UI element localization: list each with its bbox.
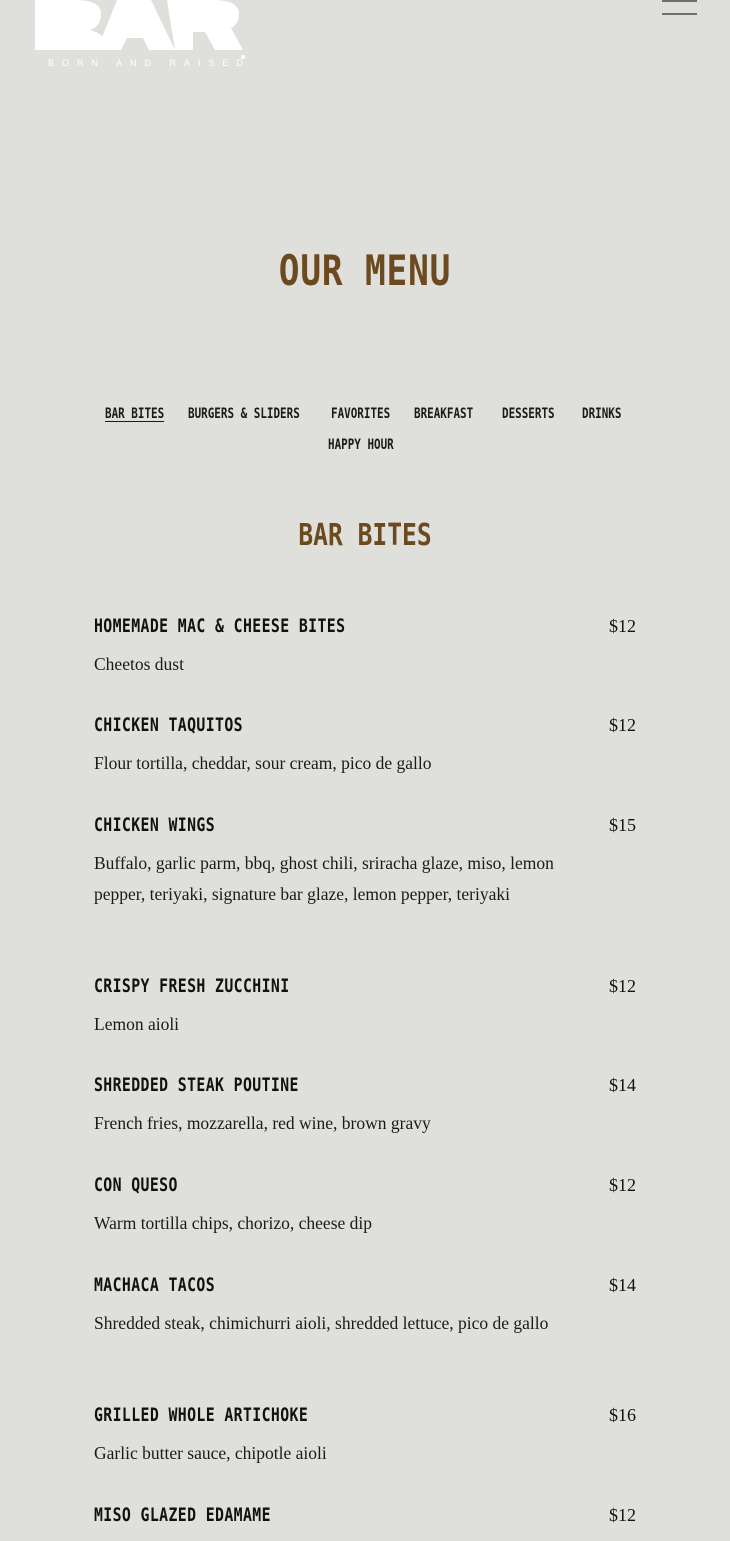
menu-item-name: GRILLED WHOLE ARTICHOKE bbox=[94, 1404, 309, 1426]
category-tab-bar-bites[interactable]: BAR BITES bbox=[105, 406, 165, 422]
category-tab-burgers-sliders[interactable]: BURGERS & SLIDERS bbox=[188, 406, 300, 422]
menu-item-name: HOMEMADE MAC & CHEESE BITES bbox=[94, 615, 346, 637]
brand-logo[interactable] bbox=[35, 0, 252, 72]
menu-item-name: CHICKEN WINGS bbox=[94, 814, 216, 836]
menu-item-price: $14 bbox=[609, 1275, 636, 1295]
menu-icon-bar-bottom bbox=[662, 13, 697, 15]
menu-item-name: SHREDDED STEAK POUTINE bbox=[94, 1074, 299, 1096]
menu-item-name: MACHACA TACOS bbox=[94, 1274, 216, 1296]
menu-item-description: Lemon aioli bbox=[94, 1014, 180, 1034]
menu-item-description: Cheetos dust bbox=[94, 654, 184, 674]
menu-item-price: $16 bbox=[609, 1405, 636, 1425]
menu-item-price: $14 bbox=[609, 1075, 636, 1095]
category-tab-favorites[interactable]: FAVORITES bbox=[331, 406, 391, 422]
hamburger-menu-icon[interactable] bbox=[660, 0, 700, 20]
menu-item-name: CON QUESO bbox=[94, 1174, 178, 1196]
menu-item-price: $12 bbox=[609, 1175, 636, 1195]
menu-item-price: $12 bbox=[609, 616, 636, 636]
menu-item-description: Garlic butter sauce, chipotle aioli bbox=[94, 1443, 327, 1463]
category-tab-breakfast[interactable]: BREAKFAST bbox=[414, 406, 474, 422]
page-title: OUR MENU bbox=[278, 246, 452, 295]
section-title: BAR BITES bbox=[298, 518, 432, 553]
menu-item-name: MISO GLAZED EDAMAME bbox=[94, 1504, 271, 1526]
menu-item-description: Warm tortilla chips, chorizo, cheese dip bbox=[94, 1213, 373, 1233]
category-tab-desserts[interactable]: DESSERTS bbox=[502, 406, 555, 422]
menu-item-name: CHICKEN TAQUITOS bbox=[94, 714, 244, 736]
menu-item-description: French fries, mozzarella, red wine, brown gravy bbox=[94, 1113, 431, 1133]
menu-icon-bar-top bbox=[662, 0, 697, 2]
category-tab-happy-hour[interactable]: HAPPY HOUR bbox=[328, 437, 394, 453]
menu-item-description: Buffalo, garlic parm, bbq, ghost chili, sriracha glaze, miso, lemon pepper, teriyaki, signature bar glaze, lemon pepper, teriyaki bbox=[94, 853, 554, 904]
menu-item-description: Shredded steak, chimichurri aioli, shredded lettuce, pico de gallo bbox=[94, 1313, 549, 1333]
logo-tagline: BORN AND RAISED bbox=[48, 58, 252, 68]
menu-item-price: $15 bbox=[609, 815, 636, 835]
menu-item-price: $12 bbox=[609, 715, 636, 735]
category-tab-drinks[interactable]: DRINKS bbox=[582, 406, 622, 422]
menu-item-description: Flour tortilla, cheddar, sour cream, pico de gallo bbox=[94, 753, 432, 773]
menu-item-price: $12 bbox=[609, 976, 636, 996]
menu-item-price: $12 bbox=[609, 1505, 636, 1525]
menu-item-name: CRISPY FRESH ZUCCHINI bbox=[94, 975, 290, 997]
